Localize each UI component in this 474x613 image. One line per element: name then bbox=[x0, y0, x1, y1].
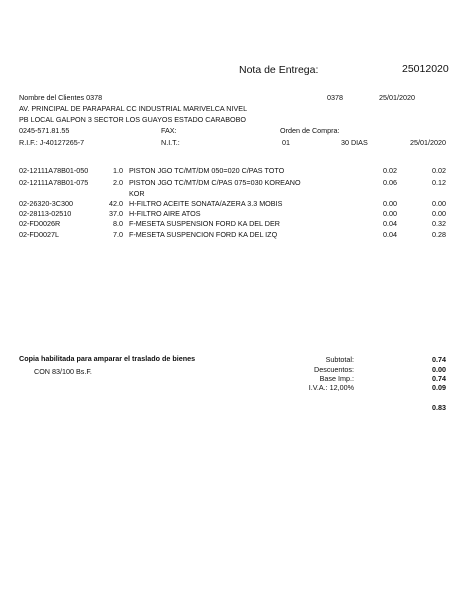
discount-label: Descuentos: bbox=[314, 365, 354, 374]
item-code: 02-FD0027L bbox=[19, 230, 59, 239]
address-line-1: AV. PRINCIPAL DE PARAPARAL CC INDUSTRIAL MARIVELCA NIVEL bbox=[19, 104, 248, 113]
table-row bbox=[0, 230, 474, 240]
grand-total: 0.83 bbox=[432, 403, 446, 412]
nit-label: N.I.T.: bbox=[161, 138, 180, 147]
item-description: F-MESETA SUSPENCION FORD KA DEL IZQ bbox=[129, 230, 278, 239]
transport-note: Copia habilitada para amparar el traslado de bienes bbox=[19, 354, 196, 363]
client-rif: R.I.F.: J-40127265-7 bbox=[19, 138, 85, 147]
item-price: 0.00 bbox=[383, 199, 397, 208]
tax-base-value: 0.74 bbox=[432, 374, 446, 383]
table-row bbox=[0, 209, 474, 219]
discount-value: 0.00 bbox=[432, 365, 446, 374]
item-total: 0.12 bbox=[432, 178, 446, 187]
item-price: 0.04 bbox=[383, 230, 397, 239]
table-row bbox=[0, 178, 474, 188]
item-code: 02-12111A78B01-050 bbox=[19, 166, 89, 175]
table-row bbox=[0, 199, 474, 209]
item-code: 02-26320-3C300 bbox=[19, 199, 73, 208]
tax-base-label: Base Imp.: bbox=[319, 374, 354, 383]
item-price: 0.02 bbox=[383, 166, 397, 175]
document-number: 25012020 bbox=[402, 63, 449, 75]
iva-label: I.V.A.: 12,00% bbox=[308, 383, 354, 392]
table-row bbox=[0, 166, 474, 176]
item-qty: 42.0 bbox=[109, 199, 123, 208]
item-price: 0.00 bbox=[383, 209, 397, 218]
client-name-line: Nombre del Clientes 0378 bbox=[19, 93, 103, 102]
item-total: 0.02 bbox=[432, 166, 446, 175]
document-title: Nota de Entrega: bbox=[239, 64, 319, 76]
subtotal-label: Subtotal: bbox=[325, 355, 354, 364]
table-row bbox=[0, 219, 474, 229]
item-qty: 1.0 bbox=[113, 166, 123, 175]
fax-label: FAX: bbox=[161, 126, 177, 135]
item-description: F-MESETA SUSPENSION FORD KA DEL DER bbox=[129, 219, 280, 228]
item-code: 02-FD0026R bbox=[19, 219, 61, 228]
item-total: 0.28 bbox=[432, 230, 446, 239]
item-description: PISTON JGO TC/MT/DM 050=020 C/PAS TOTO bbox=[129, 166, 285, 175]
client-code: 0378 bbox=[327, 93, 343, 102]
item-code: 02-28113-02510 bbox=[19, 209, 72, 218]
payment-terms: 30 DIAS bbox=[341, 138, 368, 147]
item-description: H-FILTRO AIRE ATOS bbox=[129, 209, 201, 218]
item-qty: 8.0 bbox=[113, 219, 123, 228]
table-row bbox=[0, 189, 474, 199]
iva-value: 0.09 bbox=[432, 383, 446, 392]
item-code: 02-12111A78B01-075 bbox=[19, 178, 89, 187]
item-description: PISTON JGO TC/MT/DM C/PAS 075=030 KOREANO bbox=[129, 178, 301, 187]
address-line-2: PB LOCAL GALPON 3 SECTOR LOS GUAYOS ESTADO CARABOBO bbox=[19, 115, 247, 124]
client-phone: 0245-571.81.55 bbox=[19, 126, 70, 135]
item-price: 0.06 bbox=[383, 178, 397, 187]
item-price: 0.04 bbox=[383, 219, 397, 228]
issue-date: 25/01/2020 bbox=[379, 93, 415, 102]
item-qty: 7.0 bbox=[113, 230, 123, 239]
subtotal-value: 0.74 bbox=[432, 355, 446, 364]
amount-in-words: CON 83/100 Bs.F. bbox=[34, 367, 92, 376]
purchase-order-label: Orden de Compra: bbox=[280, 126, 340, 135]
item-qty: 2.0 bbox=[113, 178, 123, 187]
item-total: 0.00 bbox=[432, 209, 446, 218]
item-total: 0.00 bbox=[432, 199, 446, 208]
item-description: H-FILTRO ACEITE SONATA/AZERA 3.3 MOBIS bbox=[129, 199, 283, 208]
item-total: 0.32 bbox=[432, 219, 446, 228]
seller-code: 01 bbox=[282, 138, 290, 147]
due-date: 25/01/2020 bbox=[410, 138, 446, 147]
item-description-continued: KOR bbox=[129, 189, 145, 198]
item-qty: 37.0 bbox=[109, 209, 123, 218]
